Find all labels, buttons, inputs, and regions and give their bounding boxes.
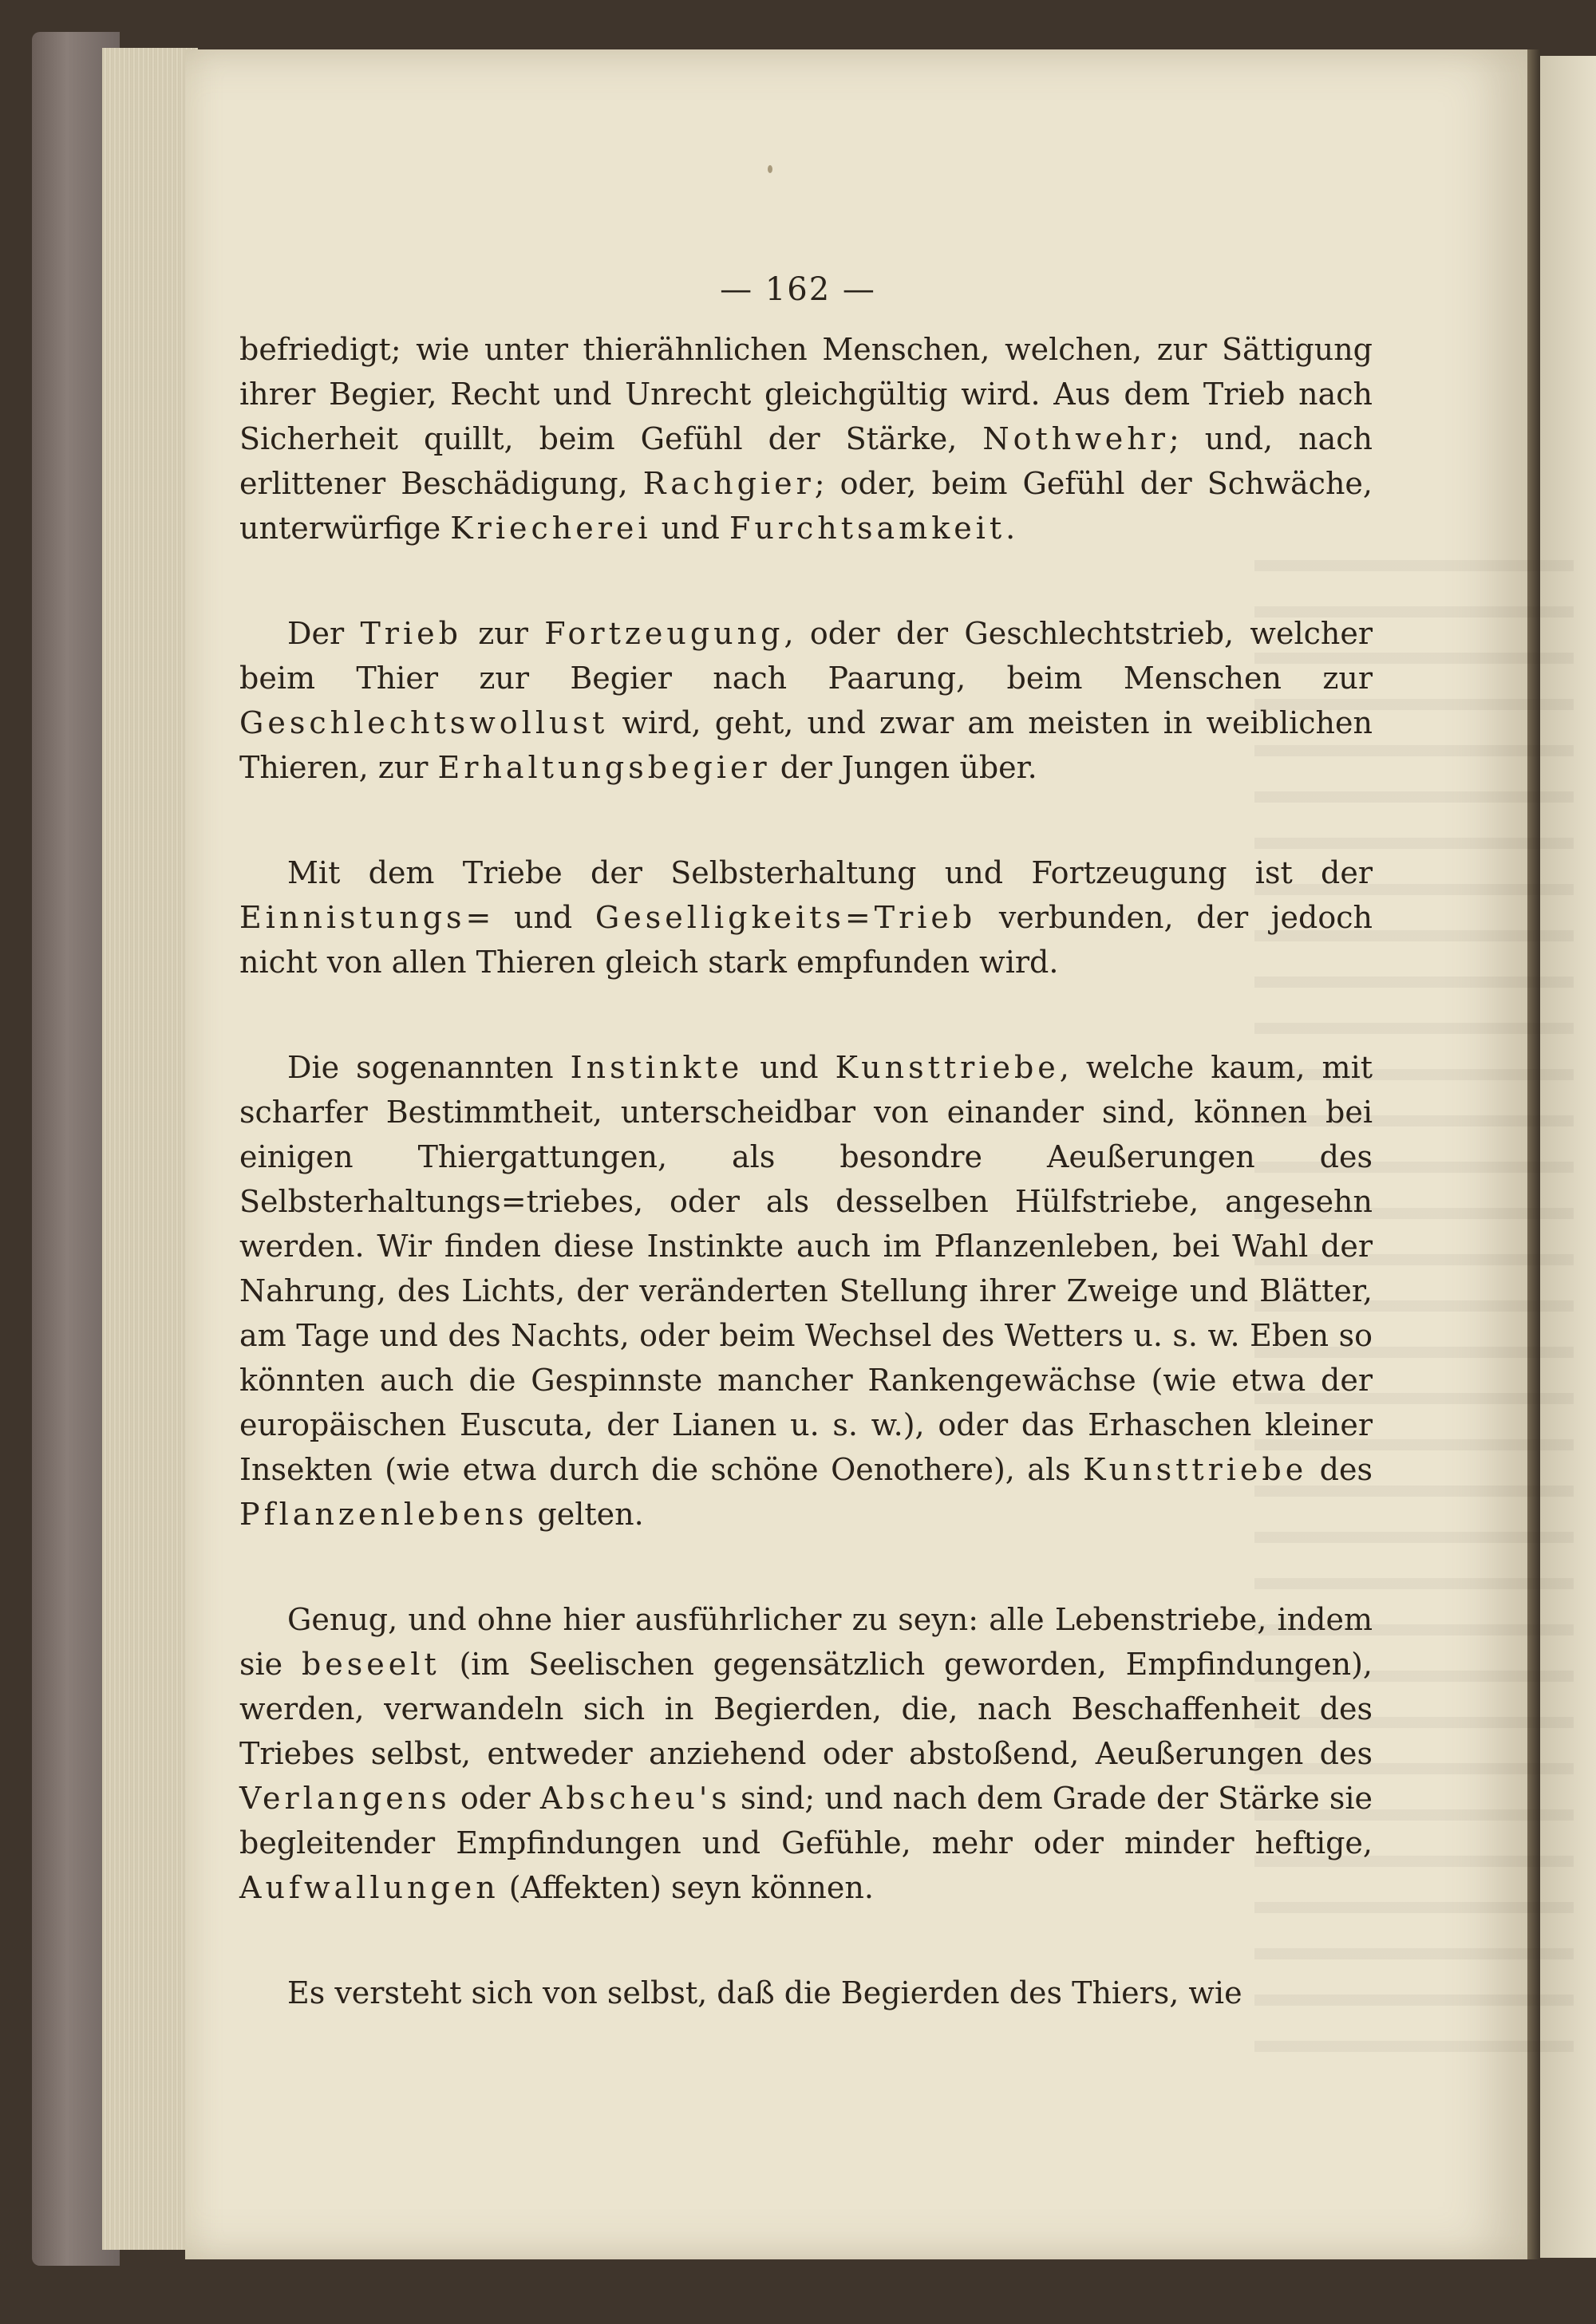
text-run: befriedigt; wie unter thierähnlichen Menschen, welchen, zur Sättigung ihrer Begier, Recht und Unrecht gleichgültig wird. Aus dem Trieb nach Sicherheit quillt, beim Gefühl der Stärke, — [239, 332, 1373, 456]
emphasized-text: Rachgier — [642, 466, 815, 501]
text-run: wird, geht, und zwar am meisten in weiblichen Thieren, zur — [239, 705, 1373, 785]
paragraph — [239, 1971, 1373, 2015]
emphasized-text: Einnistungs — [239, 900, 466, 935]
emphasized-text: Aufwallungen — [239, 1870, 500, 1905]
paragraph — [239, 611, 1373, 790]
emphasized-text: Verlangens — [239, 1781, 451, 1816]
paragraph — [239, 1045, 1373, 1537]
page-text — [239, 327, 1373, 2015]
emphasized-text: Furchtsamkeit — [729, 511, 1006, 546]
text-run: und — [743, 1050, 836, 1085]
text-run: . — [1005, 511, 1016, 546]
emphasized-text: beseelt — [301, 1647, 440, 1682]
page-number: — 162 — — [720, 271, 876, 308]
emphasized-text: Geschlechtswollust — [239, 705, 609, 740]
emphasized-text: Erhaltungsbegier — [437, 750, 771, 785]
emphasized-text: Kriecherei — [450, 511, 652, 546]
text-run: Mit dem Triebe der Selbsterhaltung und Fortzeugung ist der — [287, 855, 1373, 890]
text-run: Die sogenannten — [287, 1050, 571, 1085]
text-run: der Jungen über. — [770, 750, 1037, 785]
emphasized-text: Kunsttriebe — [835, 1050, 1060, 1085]
text-run: gelten. — [527, 1497, 644, 1532]
text-run: Es versteht sich von selbst, daß die Begierden des Thiers, wie — [287, 1975, 1242, 2010]
emphasized-text: Kunsttriebe — [1083, 1452, 1308, 1487]
text-run: ; oder, beim Gefühl der Schwäche, unterwürfige — [239, 466, 1373, 546]
text-run: , welche kaum, mit scharfer Bestimmtheit, unterscheidbar von einander sind, können bei einigen Thiergattungen, als besondre Aeußerungen des Selbsterhaltungs=triebes, oder als desselben Hülfstriebe, angesehn werden. Wir finden diese Instinkte auch im Pflanzenleben, bei Wahl der Nahrung, des Lichts, der veränderten Stellung ihrer Zweige und Blätter, am Tage und des Nachts, oder beim Wechsel des Wetters u. s. w. Eben so könnten auch die Gespinnste mancher Rankengewächse (wie etwa der europäischen Euscuta, der Lianen u. s. w.), oder das Erhaschen kleiner Insekten (wie etwa durch die schöne Oenothere), als — [239, 1050, 1373, 1487]
text-run: Genug, und ohne hier ausführlicher zu seyn: alle Lebenstriebe, indem sie — [239, 1602, 1373, 1682]
paragraph — [239, 850, 1373, 984]
emphasized-text: Trieb — [360, 616, 462, 651]
text-run: = und — [465, 900, 595, 935]
text-run: sind; und nach dem Grade der Stärke sie begleitender Empfindungen und Gefühle, mehr oder minder heftige, — [239, 1781, 1373, 1860]
paragraph — [239, 327, 1373, 550]
paragraph — [239, 1597, 1373, 1910]
emphasized-text: Nothwehr — [982, 421, 1169, 456]
text-run: , oder der Geschlechtstrieb, welcher beim Thier zur Begier nach Paarung, beim Menschen zur — [239, 616, 1373, 696]
text-run: ; und, nach erlittener Beschädigung, — [239, 421, 1373, 501]
paper-stain — [768, 165, 772, 173]
text-run: (Affekten) seyn können. — [499, 1870, 874, 1905]
text-run: oder — [450, 1781, 540, 1816]
text-run: (im Seelischen gegensätzlich geworden, Empfindungen), werden, verwandeln sich in Begierden, die, nach Beschaffenheit des Triebes selbst, entweder anziehend oder abstoßend, Aeußerungen des — [239, 1647, 1373, 1771]
text-run: verbunden, der jedoch nicht von allen Thieren gleich stark empfunden wird. — [239, 900, 1373, 980]
text-run: Der — [287, 616, 361, 651]
emphasized-text: Instinkte — [570, 1050, 744, 1085]
emphasized-text: Pflanzenlebens — [239, 1497, 528, 1532]
emphasized-text: Geselligkeits=Trieb — [595, 900, 977, 935]
emphasized-text: Abscheu's — [539, 1781, 731, 1816]
text-run: und — [651, 511, 729, 546]
text-run: des — [1307, 1452, 1373, 1487]
emphasized-text: Fortzeugung — [544, 616, 784, 651]
text-run: zur — [461, 616, 545, 651]
page-stack-edges — [102, 48, 198, 2250]
